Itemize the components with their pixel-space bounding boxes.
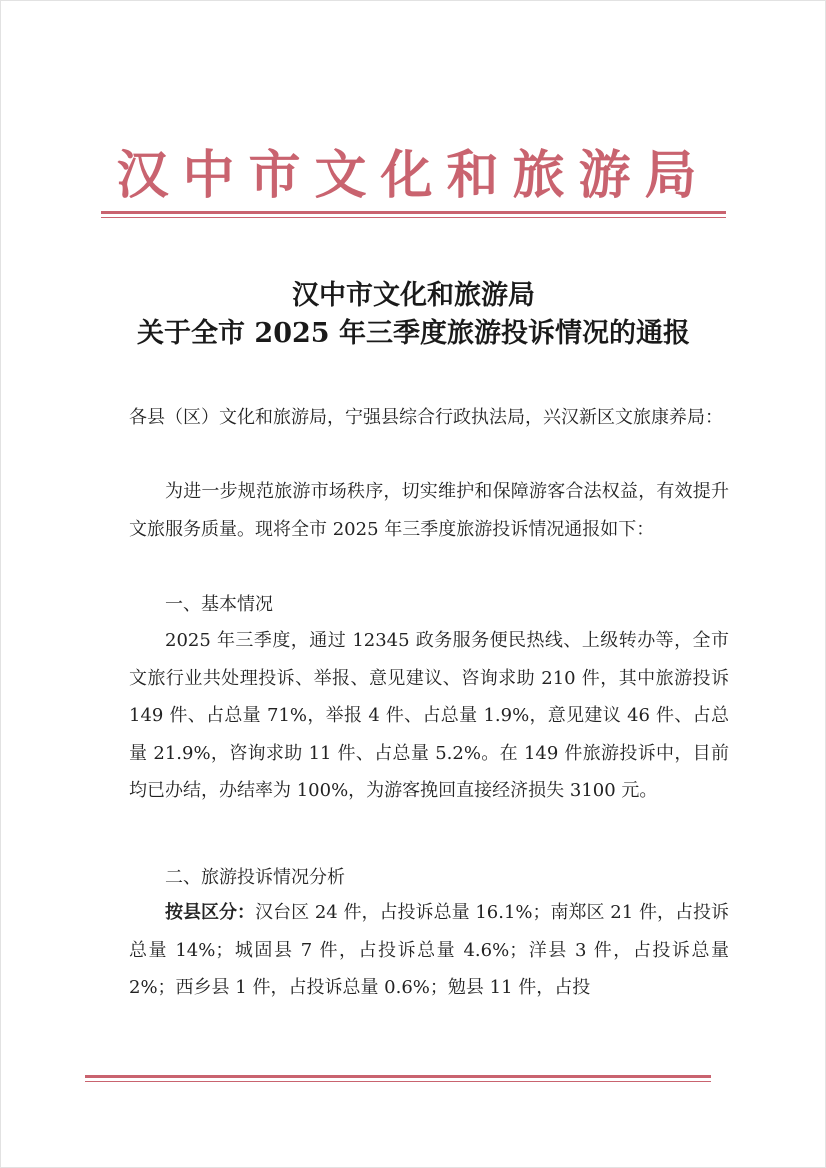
letterhead-divider — [101, 211, 726, 218]
intro-paragraph: 为进一步规范旅游市场秩序，切实维护和保障游客合法权益，有效提升文旅服务质量。现将全市 2025 年三季度旅游投诉情况通报如下： — [129, 481, 729, 540]
section-heading-basic: 一、基本情况 — [165, 594, 273, 615]
basic-situation-paragraph: 2025 年三季度，通过 12345 政务服务便民热线、上级转办等，全市文旅行业共处理投诉、举报、意见建议、咨询求助 210 件，其中旅游投诉 149 件、占总量 71%，举报 4 件、占总量 1.9%，意见建议 46 件、占总量 21.9%，咨询求助 11 件、占总量 5.2%。在 149 件旅游投诉中，目前均已办结，办结率为 100%，为游客挽回直接经济损失 3100 元。 — [129, 630, 729, 801]
document-title-line-2: 关于全市 2025 年三季度旅游投诉情况的通报 — [137, 318, 690, 349]
section-heading-analysis: 二、旅游投诉情况分析 — [165, 867, 345, 888]
addressee-paragraph: 各县（区）文化和旅游局，宁强县综合行政执法局，兴汉新区文旅康养局： — [129, 407, 723, 428]
org-letterhead: 汉中市文化和旅游局 — [116, 146, 711, 206]
document-title-line-1: 汉中市文化和旅游局 — [292, 280, 535, 311]
county-analysis-text: 汉台区 24 件，占投诉总量 16.1%；南郑区 21 件，占投诉总量 14%；城固县 7 件，占投诉总量 4.6%；洋县 3 件，占投诉总量 2%；西乡县 1 件，占投诉总量 0.6%；勉县 11 件，占投 — [129, 902, 729, 998]
county-analysis-lead: 按县区分： — [165, 902, 256, 923]
county-analysis-paragraph — [129, 894, 729, 1007]
footer-divider — [85, 1075, 711, 1082]
